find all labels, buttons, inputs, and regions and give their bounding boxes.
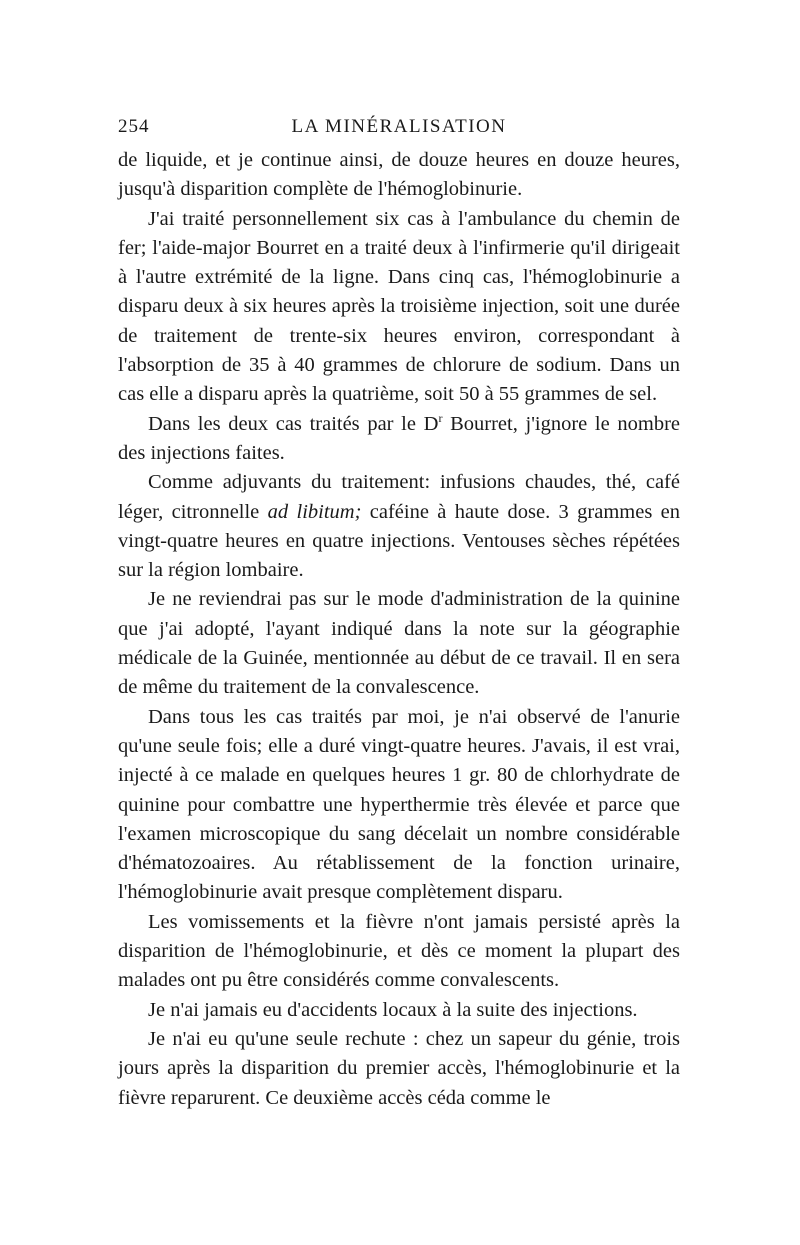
paragraph-continuation: de liquide, et je continue ainsi, de douze heures en douze heures, jusqu'à disparition complète de l'hémoglobinurie. bbox=[118, 149, 680, 201]
paragraph-vomiting: Les vomissements et la fièvre n'ont jamais persisté après la disparition de l'hémoglobinurie, et dès ce moment la plupart des malades ont pu être considérés comme convalescents. bbox=[118, 910, 680, 992]
paragraph-text: Comme adjuvants du traitement: infusions chaudes, thé, café léger, citronnelle bbox=[118, 471, 680, 523]
paragraph-relapse: Je n'ai eu qu'une seule rechute : chez un sapeur du génie, trois jours après la disparition du premier accès, l'hémoglobinurie et la fièvre reparurent. Ce deuxième accès céda comme le bbox=[118, 1027, 680, 1109]
paragraph-personal-cases: J'ai traité personnellement six cas à l'ambulance du chemin de fer; l'aide-major Bourret en a traité deux à l'infirmerie qu'il dirigeait à l'autre extrémité de la ligne. Dans cinq cas, l'hémoglobinurie a disparu deux à six heures après la troisième injection, soit une durée de traitement de trente-six heures environ, correspondant à l'absorption de 35 à 40 grammes de chlorure de sodium. Dans un cas elle a disparu après la quatrième, soit 50 à 55 grammes de sel. bbox=[118, 207, 680, 406]
paragraph-anuria: Dans tous les cas traités par moi, je n'ai observé de l'anurie qu'une seule fois; elle a duré vingt-quatre heures. J'avais, il est vrai, injecté à ce malade en quelques heures 1 gr. 80 de chlorhydrate de quinine pour combattre une hyperthermie très élevée et parce que l'examen microscopique du sang décelait un nombre considérable d'hématozoaires. Au rétablissement de la fonction urinaire, l'hémoglobinurie avait presque complètement disparu. bbox=[118, 705, 680, 904]
paragraph-text: caféine à haute dose. 3 grammes en vingt-quatre heures en quatre injections. Ventouses sèches répétées sur la région lombaire. bbox=[118, 500, 680, 582]
book-page bbox=[118, 112, 680, 1113]
running-title: LA MINÉRALISATION bbox=[291, 116, 507, 137]
paragraph-bourret-cases bbox=[118, 410, 680, 469]
paragraph-local-accidents: Je n'ai jamais eu d'accidents locaux à la suite des injections. bbox=[148, 998, 638, 1021]
paragraph-quinine: Je ne reviendrai pas sur le mode d'administration de la quinine que j'ai adopté, l'ayant indiqué dans la note sur la géographie médicale de la Guinée, mentionnée au début de ce travail. Il en sera de même du traitement de la convalescence. bbox=[118, 588, 680, 699]
running-header bbox=[118, 112, 680, 146]
superscript-text: r bbox=[438, 410, 443, 425]
body-text bbox=[118, 146, 680, 1113]
paragraph-text: Bourret, j'ignore le nombre des injections faites. bbox=[118, 412, 681, 464]
italic-text: ad libitum; bbox=[267, 500, 362, 523]
paragraph-adjuvants bbox=[118, 468, 680, 585]
paragraph-text: Dans les deux cas traités par le D bbox=[148, 412, 439, 435]
page-number: 254 bbox=[118, 116, 150, 137]
